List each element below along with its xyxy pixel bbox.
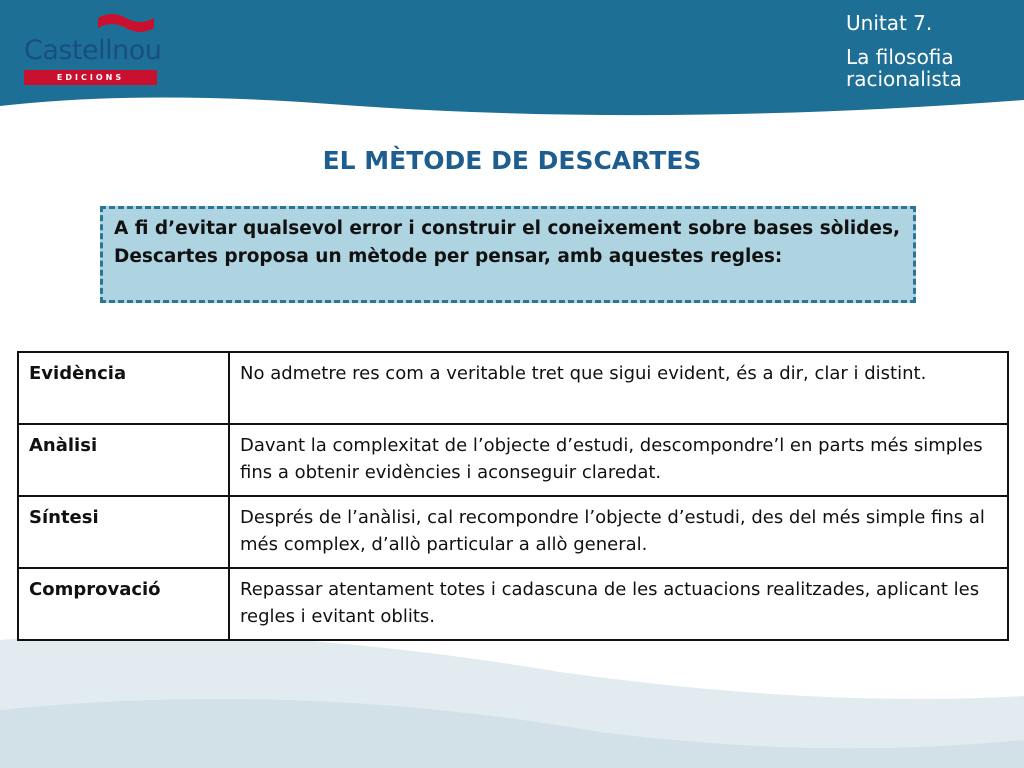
rule-description: No admetre res com a veritable tret que sigui evident, és a dir, clar i distint.	[229, 352, 1008, 424]
rule-description: Repassar atentament totes i cadascuna de les actuacions realitzades, aplicant les regles i evitant oblits.	[229, 568, 1008, 640]
rule-description: Davant la complexitat de l’objecte d’estudi, descompondre’l en parts més simples fins a obtenir evidències i aconseguir claredat.	[229, 424, 1008, 496]
rule-name: Comprovació	[18, 568, 229, 640]
unit-number: Unitat 7.	[846, 11, 933, 35]
rule-description: Després de l’anàlisi, cal recompondre l’objecte d’estudi, des del més simple fins al més complex, d’allò particular a allò general.	[229, 496, 1008, 568]
table-row	[18, 352, 1008, 424]
rules-table	[17, 351, 1009, 641]
publisher-name: Castellnou	[24, 35, 162, 66]
unit-title: La filosofia racionalista	[846, 45, 962, 91]
intro-box: A fi d’evitar qualsevol error i construir el coneixement sobre bases sòlides, Descartes proposa un mètode per pensar, amb aquestes regles:	[100, 206, 916, 303]
flag-icon	[96, 10, 156, 36]
publisher-logo	[24, 10, 162, 82]
table-row	[18, 568, 1008, 640]
table-row	[18, 496, 1008, 568]
unit-heading	[846, 12, 1016, 90]
publisher-sub: EDICIONS	[24, 70, 157, 85]
rule-name: Anàlisi	[18, 424, 229, 496]
rule-name: Evidència	[18, 352, 229, 424]
rule-name: Síntesi	[18, 496, 229, 568]
table-row	[18, 424, 1008, 496]
slide-title: EL MÈTODE DE DESCARTES	[322, 146, 702, 175]
